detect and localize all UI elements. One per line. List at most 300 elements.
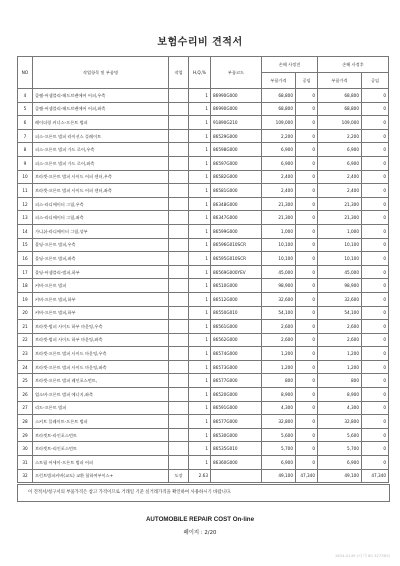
- table-row: [18, 320, 389, 334]
- cell-no: 25: [18, 374, 33, 388]
- cell-no: 16: [18, 252, 33, 266]
- cell-hq: 1: [189, 129, 211, 143]
- cell-work: [169, 333, 189, 347]
- cell-no: 20: [18, 306, 33, 320]
- cell-before-parts: 98,900: [262, 279, 296, 293]
- cell-item: 커버-프론트 범퍼,하부: [33, 306, 169, 320]
- cell-hq: 1: [189, 265, 211, 279]
- cell-code: 86569G000YEV: [211, 265, 262, 279]
- cell-before-parts: 6,900: [262, 456, 296, 470]
- cell-work: [169, 129, 189, 143]
- cell-code: 86573G000: [211, 360, 262, 374]
- cell-before-labor: 0: [296, 360, 318, 374]
- header-after-group: 손해 사정후: [318, 57, 389, 73]
- cell-after-parts: 8,900: [318, 388, 362, 402]
- cell-before-parts: 68,800: [262, 89, 296, 103]
- cell-item: 피스-프론트 범퍼 라이선스 플레이트: [33, 129, 169, 143]
- cell-before-labor: 0: [296, 292, 318, 306]
- cell-before-parts: 2,600: [262, 333, 296, 347]
- cell-item: 몰딩-어셈블리-범퍼,하부: [33, 265, 169, 279]
- cell-no: 10: [18, 170, 33, 184]
- page-number: 페이지 : 2/20: [183, 530, 217, 536]
- cell-hq: 1: [189, 415, 211, 429]
- header-hq: H,Q,%: [189, 57, 211, 89]
- cell-work: [169, 415, 189, 429]
- cell-before-labor: 0: [296, 306, 318, 320]
- cell-after-parts: 49,100: [318, 469, 362, 483]
- cell-after-parts: 5,600: [318, 428, 362, 442]
- cell-code: 86510G000: [211, 279, 262, 293]
- cell-before-labor: 0: [296, 224, 318, 238]
- cell-hq: 1: [189, 442, 211, 456]
- cell-hq: 1: [189, 116, 211, 130]
- cell-no: 14: [18, 224, 33, 238]
- table-row: [18, 469, 389, 483]
- cell-after-parts: 98,900: [318, 279, 362, 293]
- cell-item: 가니쉬-라디에이터 그릴,상부: [33, 224, 169, 238]
- cell-no: 32: [18, 469, 33, 483]
- cell-after-parts: 54,100: [318, 306, 362, 320]
- cell-code: 86577G000: [211, 415, 262, 429]
- table-row: [18, 347, 389, 361]
- cell-work: [169, 238, 189, 252]
- header-item: 작업항목 및 부품명: [33, 57, 169, 89]
- cell-code: 86360G000: [211, 456, 262, 470]
- cell-item: 스트립 어세이-프론트 범퍼 어퍼: [33, 456, 169, 470]
- cell-hq: 1: [189, 401, 211, 415]
- table-row: [18, 143, 389, 157]
- cell-after-labor: 0: [362, 279, 389, 293]
- cell-before-parts: 2,400: [262, 170, 296, 184]
- cell-no: 8: [18, 143, 33, 157]
- cell-code: 86530G000: [211, 428, 262, 442]
- cell-code: 86550G010: [211, 306, 262, 320]
- cell-after-labor: 0: [362, 360, 389, 374]
- table-row: [18, 170, 389, 184]
- cell-hq: 1: [189, 360, 211, 374]
- header-after-parts: 부품가격: [318, 73, 362, 89]
- cell-after-parts: 2,600: [318, 320, 362, 334]
- cell-after-labor: 0: [362, 156, 389, 170]
- cell-after-parts: 2,200: [318, 129, 362, 143]
- header-after-labor: 공임: [362, 73, 389, 89]
- cell-work: [169, 89, 189, 103]
- cell-after-labor: 0: [362, 388, 389, 402]
- cell-code: 86529G000: [211, 129, 262, 143]
- cell-after-parts: 2,400: [318, 170, 362, 184]
- table-row: [18, 238, 389, 252]
- cell-after-labor: 0: [362, 306, 389, 320]
- cell-before-labor: 0: [296, 252, 318, 266]
- cell-hq: 1: [189, 456, 211, 470]
- cell-after-parts: 2,400: [318, 184, 362, 198]
- cell-after-labor: 0: [362, 320, 389, 334]
- cell-code: [211, 469, 262, 483]
- cell-no: 15: [18, 238, 33, 252]
- table-row: [18, 374, 389, 388]
- cell-before-parts: 32,600: [262, 292, 296, 306]
- cell-after-parts: 32,600: [318, 292, 362, 306]
- cell-before-labor: 0: [296, 143, 318, 157]
- cell-after-parts: 6,900: [318, 143, 362, 157]
- table-header: [18, 57, 389, 89]
- cell-item: 레이더링 커너스-프론트 범퍼: [33, 116, 169, 130]
- cell-before-parts: 21,300: [262, 197, 296, 211]
- header-work: 작업: [169, 57, 189, 89]
- cell-hq: 1: [189, 211, 211, 225]
- footer-title: AUTOMOBILE REPAIR COST On-line: [145, 516, 255, 523]
- cell-item: 리드-프론트 범퍼: [33, 401, 169, 415]
- cell-before-parts: 32,800: [262, 415, 296, 429]
- cell-work: 도장: [169, 469, 189, 483]
- cell-before-labor: 0: [296, 102, 318, 116]
- cell-work: [169, 428, 189, 442]
- cell-work: [169, 265, 189, 279]
- cell-hq: 1: [189, 170, 211, 184]
- table-row: [18, 197, 389, 211]
- cell-after-labor: 0: [362, 415, 389, 429]
- cell-work: [169, 143, 189, 157]
- table-row: [18, 442, 389, 456]
- cell-before-parts: 6,900: [262, 156, 296, 170]
- cell-before-parts: 5,700: [262, 442, 296, 456]
- cell-after-labor: 0: [362, 456, 389, 470]
- cell-before-labor: 0: [296, 388, 318, 402]
- cell-hq: 1: [189, 238, 211, 252]
- cell-no: 23: [18, 347, 33, 361]
- cell-before-labor: 0: [296, 333, 318, 347]
- header-before-group: 손해 사정전: [262, 57, 318, 73]
- cell-after-parts: 800: [318, 374, 362, 388]
- cell-after-parts: 68,800: [318, 102, 362, 116]
- cell-after-labor: 0: [362, 428, 389, 442]
- cell-code: 86512G000: [211, 292, 262, 306]
- table-row: [18, 388, 389, 402]
- cell-item: 브라켓-프론트 범퍼 사이드 마운팅,좌측: [33, 360, 169, 374]
- cell-after-labor: 0: [362, 184, 389, 198]
- cell-before-labor: 0: [296, 347, 318, 361]
- cell-after-labor: 0: [362, 170, 389, 184]
- cell-no: 6: [18, 116, 33, 130]
- cell-hq: 1: [189, 374, 211, 388]
- cell-before-parts: 1,200: [262, 347, 296, 361]
- cell-before-labor: 0: [296, 415, 318, 429]
- cell-item: 브라켓-프론트 범퍼 사이드 어퍼 센터,우측: [33, 170, 169, 184]
- cell-item: 클램-어셈블리-헤드브랜에어 어퍼,좌측: [33, 102, 169, 116]
- cell-no: 31: [18, 456, 33, 470]
- cell-code: 86561G000: [211, 320, 262, 334]
- cell-before-parts: 54,100: [262, 306, 296, 320]
- cell-no: 22: [18, 333, 33, 347]
- cell-after-parts: 68,800: [318, 89, 362, 103]
- cell-no: 28: [18, 415, 33, 429]
- table-row: [18, 184, 389, 198]
- cell-hq: 1: [189, 347, 211, 361]
- cell-before-parts: 8,900: [262, 388, 296, 402]
- cell-code: 86990G000: [211, 102, 262, 116]
- cell-work: [169, 442, 189, 456]
- cell-hq: 2.63: [189, 469, 211, 483]
- cell-after-labor: 0: [362, 197, 389, 211]
- cell-hq: 1: [189, 320, 211, 334]
- cell-no: 9: [18, 156, 33, 170]
- cell-item: 피스-프론트 범퍼 가드 로어,좌측: [33, 156, 169, 170]
- cell-code: 86520G000: [211, 388, 262, 402]
- cell-after-labor: 0: [362, 89, 389, 103]
- cell-work: [169, 170, 189, 184]
- cell-work: [169, 211, 189, 225]
- table-row: [18, 292, 389, 306]
- cell-after-parts: 1,000: [318, 224, 362, 238]
- cell-work: [169, 306, 189, 320]
- cell-after-labor: 0: [362, 211, 389, 225]
- cell-work: [169, 388, 189, 402]
- cell-after-labor: 0: [362, 102, 389, 116]
- cell-after-parts: 6,900: [318, 156, 362, 170]
- cell-work: [169, 347, 189, 361]
- cell-hq: 1: [189, 333, 211, 347]
- table-row: [18, 265, 389, 279]
- cell-after-parts: 10,100: [318, 238, 362, 252]
- cell-before-labor: 0: [296, 456, 318, 470]
- cell-before-labor: 0: [296, 170, 318, 184]
- table-row: [18, 129, 389, 143]
- cell-hq: 1: [189, 279, 211, 293]
- cell-before-parts: 68,800: [262, 102, 296, 116]
- table-row: [18, 306, 389, 320]
- cell-after-labor: 0: [362, 143, 389, 157]
- cell-before-parts: 49,100: [262, 469, 296, 483]
- cell-before-parts: 1,200: [262, 360, 296, 374]
- cell-code: 86348G000: [211, 197, 262, 211]
- cell-item: 클램-어셈블리-헤드브랜에어 어퍼,우측: [33, 89, 169, 103]
- cell-before-parts: 800: [262, 374, 296, 388]
- cell-hq: 1: [189, 388, 211, 402]
- cell-item: 브라켓-범퍼 사이드 하부 마운팅,좌측: [33, 333, 169, 347]
- cell-before-labor: 47,340: [296, 469, 318, 483]
- cell-no: 5: [18, 102, 33, 116]
- cell-code: 86591G000: [211, 401, 262, 415]
- cell-before-parts: 2,600: [262, 320, 296, 334]
- cell-item: 브라켓-프론트 범퍼 사이드 어퍼 센터,좌측: [33, 184, 169, 198]
- cell-hq: 1: [189, 252, 211, 266]
- cell-hq: 1: [189, 184, 211, 198]
- cell-item: 피스-라디에이터 그릴,좌측: [33, 211, 169, 225]
- cell-after-labor: 0: [362, 224, 389, 238]
- table-row: [18, 415, 389, 429]
- cell-no: 21: [18, 320, 33, 334]
- cell-item: 프런트범퍼커버(교도) 교환 합하여부이스+: [33, 469, 169, 483]
- cell-work: [169, 401, 189, 415]
- cell-before-labor: 0: [296, 374, 318, 388]
- cell-item: 브라켓트-라인포스먼트: [33, 428, 169, 442]
- cell-before-labor: 0: [296, 129, 318, 143]
- cell-after-labor: 0: [362, 252, 389, 266]
- cell-hq: 1: [189, 156, 211, 170]
- cell-before-parts: 4,300: [262, 401, 296, 415]
- cell-code: 86347G000: [211, 211, 262, 225]
- cell-code: 86597G000: [211, 156, 262, 170]
- cell-item: 피스-프론트 범퍼 가드 로어,우측: [33, 143, 169, 157]
- cell-item: 스커트 플레이트-프론트 범퍼: [33, 415, 169, 429]
- cell-after-parts: 4,300: [318, 401, 362, 415]
- cell-item: 피스-라디에이터 그릴,우측: [33, 197, 169, 211]
- table-row: [18, 456, 389, 470]
- cell-before-labor: 0: [296, 116, 318, 130]
- watermark: 1634-0149 (티 미 80 327363): [334, 553, 390, 558]
- cell-before-labor: 0: [296, 89, 318, 103]
- cell-before-parts: 2,200: [262, 129, 296, 143]
- table-row: [18, 89, 389, 103]
- cell-hq: 1: [189, 89, 211, 103]
- cell-before-parts: 6,900: [262, 143, 296, 157]
- cell-before-labor: 0: [296, 211, 318, 225]
- cell-before-parts: 109,000: [262, 116, 296, 130]
- cell-after-labor: 47,340: [362, 469, 389, 483]
- cell-after-labor: 0: [362, 292, 389, 306]
- cell-before-parts: 45,000: [262, 265, 296, 279]
- table-body: [18, 89, 389, 483]
- disclaimer-note: 이 견적서/청구서의 부품가격은 참고 가격이므로 거래일 기준 실거래가격을 확인하여 사용하시기 바랍니다.: [17, 484, 390, 502]
- table-row: [18, 116, 389, 130]
- cell-hq: 1: [189, 102, 211, 116]
- cell-item: 브라켓-범퍼 사이드 하부 마운팅,우측: [33, 320, 169, 334]
- cell-work: [169, 116, 189, 130]
- cell-code: 86990G000: [211, 89, 262, 103]
- cell-item: 몰딩-프론트 범퍼,좌측: [33, 252, 169, 266]
- cell-no: 26: [18, 388, 33, 402]
- cell-before-labor: 0: [296, 184, 318, 198]
- cell-item: 몰딩-프론트 범퍼,우측: [33, 238, 169, 252]
- cell-after-parts: 109,000: [318, 116, 362, 130]
- cell-work: [169, 102, 189, 116]
- cell-before-labor: 0: [296, 428, 318, 442]
- cell-work: [169, 292, 189, 306]
- cell-hq: 1: [189, 143, 211, 157]
- cell-code: 86599G000: [211, 224, 262, 238]
- cell-before-parts: 1,000: [262, 224, 296, 238]
- cell-item: 업소버-프론트 범퍼 에너지,좌측: [33, 388, 169, 402]
- cell-before-labor: 0: [296, 279, 318, 293]
- cell-work: [169, 456, 189, 470]
- cell-item: 커버-프론트 범퍼,하부: [33, 292, 169, 306]
- cell-after-labor: 0: [362, 374, 389, 388]
- cell-work: [169, 320, 189, 334]
- cell-after-parts: 1,200: [318, 347, 362, 361]
- cell-after-parts: 1,200: [318, 360, 362, 374]
- cell-before-labor: 0: [296, 442, 318, 456]
- cell-work: [169, 156, 189, 170]
- cell-after-parts: 10,100: [318, 252, 362, 266]
- cell-after-parts: 45,000: [318, 265, 362, 279]
- table-row: [18, 252, 389, 266]
- cell-work: [169, 279, 189, 293]
- cell-before-labor: 0: [296, 156, 318, 170]
- table-row: [18, 279, 389, 293]
- cell-after-parts: 5,700: [318, 442, 362, 456]
- cell-hq: 1: [189, 428, 211, 442]
- cell-no: 17: [18, 265, 33, 279]
- table-row: [18, 211, 389, 225]
- cell-before-labor: 0: [296, 238, 318, 252]
- cell-code: 86596G010SCR: [211, 238, 262, 252]
- header-before-labor: 공임: [296, 73, 318, 89]
- cell-code: 86598G000: [211, 143, 262, 157]
- cell-before-parts: 2,400: [262, 184, 296, 198]
- cell-no: 11: [18, 184, 33, 198]
- cell-after-labor: 0: [362, 333, 389, 347]
- cell-no: 30: [18, 442, 33, 456]
- cell-code: 86577G000: [211, 374, 262, 388]
- cell-hq: 1: [189, 224, 211, 238]
- cell-code: 86574G000: [211, 347, 262, 361]
- cell-before-labor: 0: [296, 320, 318, 334]
- cell-code: 86562G000: [211, 333, 262, 347]
- cell-work: [169, 252, 189, 266]
- table-row: [18, 428, 389, 442]
- cell-code: 86595G010SCR: [211, 252, 262, 266]
- cell-work: [169, 184, 189, 198]
- cell-hq: 1: [189, 306, 211, 320]
- table-row: [18, 224, 389, 238]
- cell-after-parts: 21,300: [318, 211, 362, 225]
- cell-after-parts: 21,300: [318, 197, 362, 211]
- cell-after-labor: 0: [362, 129, 389, 143]
- header-code: 부품코드: [211, 57, 262, 89]
- cell-before-parts: 10,100: [262, 238, 296, 252]
- document-title: 보험수리비 견적서: [157, 37, 243, 48]
- header-before-parts: 부품가격: [262, 73, 296, 89]
- cell-before-parts: 5,600: [262, 428, 296, 442]
- cell-code: 91890G210: [211, 116, 262, 130]
- cell-code: 86582G000: [211, 170, 262, 184]
- cell-work: [169, 197, 189, 211]
- cell-after-parts: 6,900: [318, 456, 362, 470]
- cell-hq: 1: [189, 292, 211, 306]
- cell-code: 86581G000: [211, 184, 262, 198]
- estimate-table: [17, 56, 389, 483]
- cell-no: 24: [18, 360, 33, 374]
- cell-before-labor: 0: [296, 197, 318, 211]
- cell-after-labor: 0: [362, 442, 389, 456]
- cell-item: 브라켓-프론트 범퍼 레인포스먼트,: [33, 374, 169, 388]
- cell-before-labor: 0: [296, 265, 318, 279]
- cell-no: 7: [18, 129, 33, 143]
- cell-no: 12: [18, 197, 33, 211]
- cell-no: 27: [18, 401, 33, 415]
- cell-after-parts: 2,600: [318, 333, 362, 347]
- cell-work: [169, 374, 189, 388]
- cell-no: 4: [18, 89, 33, 103]
- table-row: [18, 102, 389, 116]
- cell-after-parts: 32,800: [318, 415, 362, 429]
- cell-no: 13: [18, 211, 33, 225]
- table-row: [18, 401, 389, 415]
- cell-hq: 1: [189, 197, 211, 211]
- cell-item: 커버-프론트 범퍼: [33, 279, 169, 293]
- cell-after-labor: 0: [362, 116, 389, 130]
- cell-before-labor: 0: [296, 401, 318, 415]
- cell-before-parts: 21,300: [262, 211, 296, 225]
- cell-item: 브라켓트-리인포스먼트: [33, 442, 169, 456]
- cell-before-parts: 10,100: [262, 252, 296, 266]
- cell-no: 29: [18, 428, 33, 442]
- table-row: [18, 333, 389, 347]
- cell-no: 19: [18, 292, 33, 306]
- cell-no: 18: [18, 279, 33, 293]
- cell-item: 브라켓-프론트 범퍼 사이드 마운팅,우측: [33, 347, 169, 361]
- table-row: [18, 156, 389, 170]
